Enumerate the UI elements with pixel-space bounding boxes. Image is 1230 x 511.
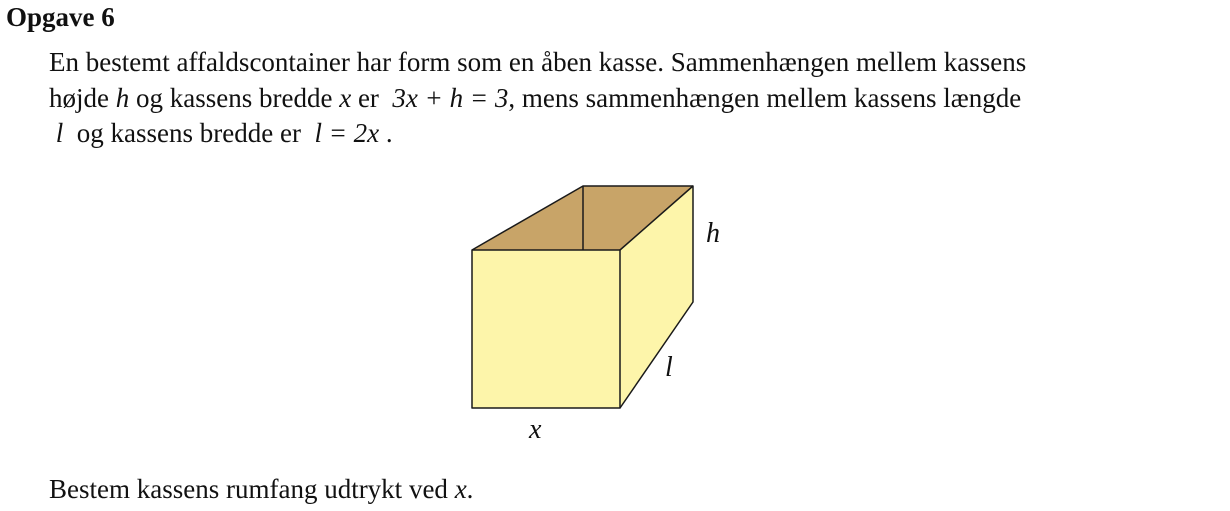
line3-text-a: og kassens bredde er	[76, 118, 301, 148]
label-l: l	[665, 352, 673, 383]
label-x: x	[529, 414, 542, 445]
question-text: Bestem kassens rumfang udtrykt ved	[49, 474, 448, 504]
variable-x: x	[339, 82, 352, 113]
equation-height-width: 3x + h = 3	[392, 82, 509, 113]
label-h: h	[706, 218, 720, 249]
line2-text-b: og kassens bredde	[136, 82, 333, 113]
task-heading: Opgave 6	[6, 2, 115, 32]
line2-text-d: , mens sammenhængen mellem kassens længde	[508, 82, 1022, 113]
line3-text-b: .	[385, 118, 393, 148]
line2-text-a: højde	[49, 82, 109, 113]
question-variable-x: x	[454, 474, 467, 504]
variable-l: l	[55, 118, 64, 148]
line1-text: En bestemt affaldscontainer har form som en åben kasse. Sammenhængen mellem kassens	[49, 47, 1027, 77]
equation-length-width: l = 2x	[314, 118, 380, 148]
task-question	[49, 472, 473, 506]
variable-h: h	[115, 82, 130, 113]
line2-text-c: er	[357, 82, 379, 113]
box-front-face	[472, 250, 620, 408]
question-period: .	[466, 474, 474, 504]
